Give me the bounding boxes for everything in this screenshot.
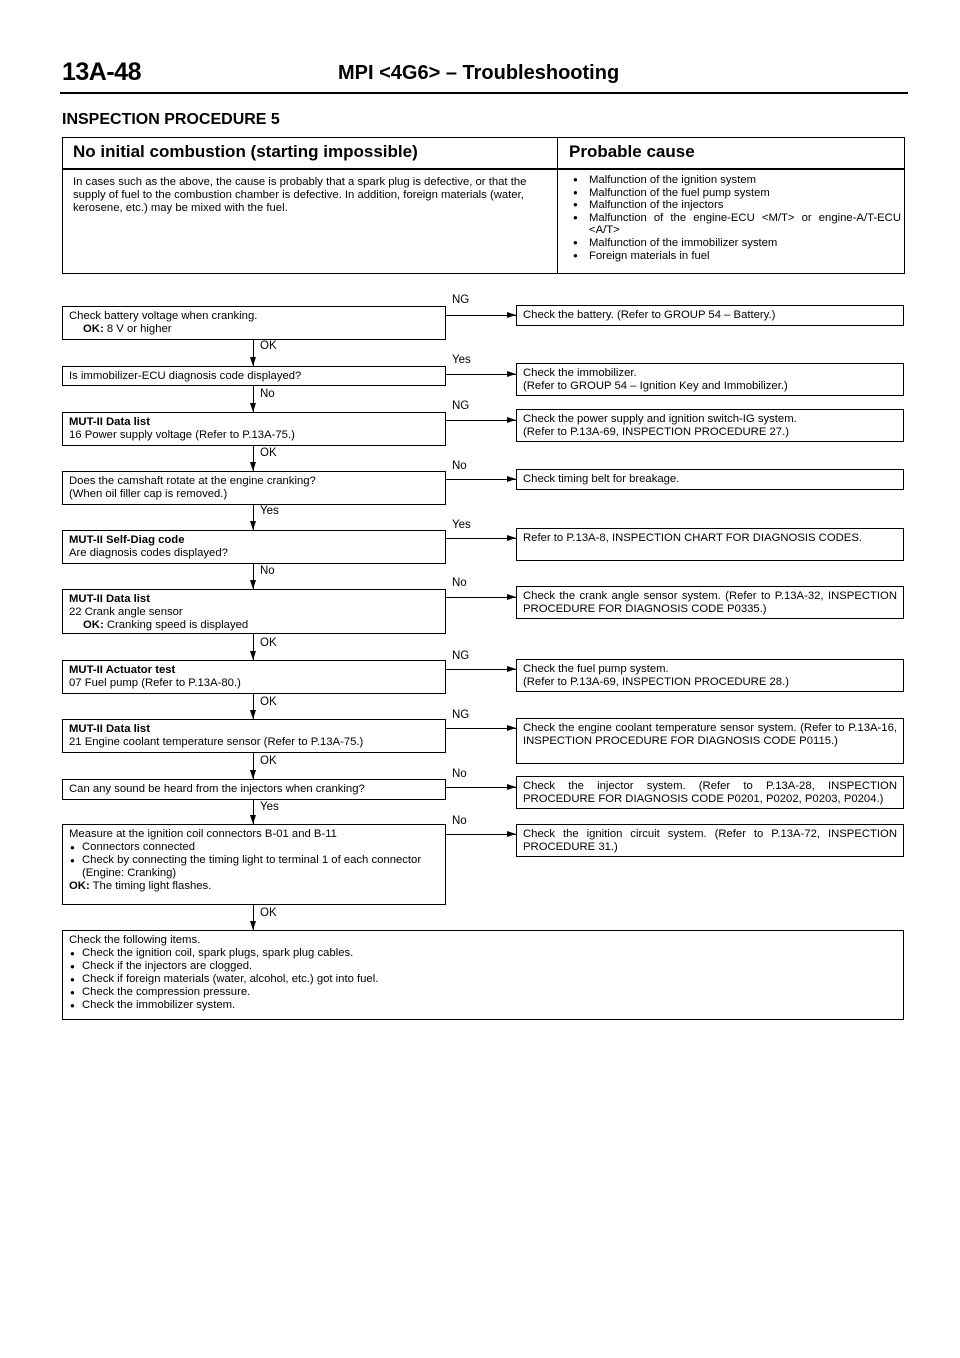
step-10-ok: The timing light flashes. bbox=[92, 880, 212, 892]
step-3-arrow bbox=[446, 420, 516, 421]
step-3-title: MUT-II Data list bbox=[69, 416, 150, 428]
step-7-result-line2: (Refer to P.13A-69, INSPECTION PROCEDURE 28.) bbox=[523, 676, 789, 688]
step-7-result bbox=[516, 659, 904, 692]
step-7-result-line1: Check the fuel pump system. bbox=[523, 663, 669, 675]
step-3-result-line2: (Refer to P.13A-69, INSPECTION PROCEDURE 27.) bbox=[523, 426, 789, 438]
step-2-down-arrow bbox=[253, 386, 254, 412]
step-8-title: MUT-II Data list bbox=[69, 723, 150, 735]
step-9-arrow bbox=[446, 787, 516, 788]
step-1-ok: 8 V or higher bbox=[106, 323, 172, 335]
ok-label: OK: bbox=[69, 880, 90, 892]
step-4-box bbox=[62, 471, 446, 505]
step-8-arrow bbox=[446, 728, 516, 729]
step-5-result bbox=[516, 528, 904, 561]
step-10-bullets bbox=[69, 841, 439, 880]
step-4-down-arrow bbox=[253, 505, 254, 530]
final-check-box bbox=[62, 930, 904, 1020]
step-4-result-text: Check timing belt for breakage. bbox=[523, 473, 680, 485]
step-1-next-label: OK bbox=[260, 340, 277, 352]
step-1-arrow bbox=[446, 315, 516, 316]
ok-label: OK: bbox=[83, 619, 104, 631]
step-6-ok: Cranking speed is displayed bbox=[106, 619, 249, 631]
step-4-text-line1: Does the camshaft rotate at the engine cranking? bbox=[69, 475, 316, 487]
cause-item: ● Foreign materials in fuel bbox=[571, 250, 901, 263]
step-1-box bbox=[62, 306, 446, 340]
step-2-result bbox=[516, 363, 904, 396]
step-6-title: MUT-II Data list bbox=[69, 593, 150, 605]
step-4-arrow bbox=[446, 479, 516, 480]
step-10-branch-label: No bbox=[452, 815, 467, 827]
symptom-table bbox=[62, 137, 905, 274]
step-1-text: Check battery voltage when cranking. bbox=[69, 310, 258, 322]
step-6-down-arrow bbox=[253, 634, 254, 660]
step-7-box bbox=[62, 660, 446, 694]
step-7-next-label: OK bbox=[260, 696, 277, 708]
cause-item: ● Malfunction of the fuel pump system bbox=[571, 187, 901, 200]
step-10-bullet: ● Connectors connected bbox=[69, 841, 439, 854]
step-5-next-label: No bbox=[260, 565, 275, 577]
step-4-branch-label: No bbox=[452, 460, 467, 472]
step-1-result-text: Check the battery. (Refer to GROUP 54 – Battery.) bbox=[523, 309, 776, 321]
final-check-item: ● Check the immobilizer system. bbox=[69, 999, 897, 1012]
step-8-result bbox=[516, 718, 904, 764]
step-4-text-line2: (When oil filler cap is removed.) bbox=[69, 488, 228, 500]
step-1-result bbox=[516, 305, 904, 326]
step-10-arrow bbox=[446, 834, 516, 835]
step-2-result-line2: (Refer to GROUP 54 – Ignition Key and Immobilizer.) bbox=[523, 380, 788, 392]
final-check-item: ● Check the ignition coil, spark plugs, spark plug cables. bbox=[69, 947, 897, 960]
step-9-next-label: Yes bbox=[260, 801, 279, 813]
page-number: 13A-48 bbox=[62, 58, 141, 86]
step-3-down-arrow bbox=[253, 446, 254, 471]
step-3-result-line1: Check the power supply and ignition switch-IG system. bbox=[523, 413, 797, 425]
table-divider bbox=[557, 138, 558, 273]
cause-header: Probable cause bbox=[569, 142, 695, 161]
step-5-result-text: Refer to P.13A-8, INSPECTION CHART FOR DIAGNOSIS CODES. bbox=[523, 532, 862, 544]
step-2-next-label: No bbox=[260, 388, 275, 400]
step-4-result bbox=[516, 469, 904, 490]
step-8-result-text: Check the engine coolant temperature sensor system. (Refer to P.13A-16, INSPECTION PROCEDURE FOR DIAGNOSIS CODE P0115.) bbox=[523, 722, 897, 747]
step-5-title: MUT-II Self-Diag code bbox=[69, 534, 185, 546]
final-check-item: ● Check if the injectors are clogged. bbox=[69, 960, 897, 973]
step-8-down-arrow bbox=[253, 753, 254, 779]
step-5-box bbox=[62, 530, 446, 564]
cause-list bbox=[571, 174, 901, 262]
step-6-arrow bbox=[446, 597, 516, 598]
header-rule bbox=[60, 92, 908, 94]
cause-item: ● Malfunction of the ignition system bbox=[571, 174, 901, 187]
symptom-header: No initial combustion (starting impossible) bbox=[73, 142, 418, 161]
final-check-item: ● Check the compression pressure. bbox=[69, 986, 897, 999]
step-10-down-arrow bbox=[253, 905, 254, 930]
ok-label: OK: bbox=[83, 323, 104, 335]
step-10-result bbox=[516, 824, 904, 857]
page-title: MPI <4G6> – Troubleshooting bbox=[338, 62, 620, 84]
step-6-next-label: OK bbox=[260, 637, 277, 649]
step-3-next-label: OK bbox=[260, 447, 277, 459]
step-10-text: Measure at the ignition coil connectors B-01 and B-11 bbox=[69, 828, 337, 840]
step-9-down-arrow bbox=[253, 800, 254, 824]
step-10-result-text: Check the ignition circuit system. (Refer to P.13A-72, INSPECTION PROCEDURE 31.) bbox=[523, 828, 897, 853]
step-6-result bbox=[516, 586, 904, 619]
step-9-box bbox=[62, 779, 446, 800]
step-9-text: Can any sound be heard from the injectors when cranking? bbox=[69, 783, 365, 795]
step-2-box bbox=[62, 366, 446, 386]
step-8-box bbox=[62, 719, 446, 753]
step-5-down-arrow bbox=[253, 564, 254, 589]
step-8-next-label: OK bbox=[260, 755, 277, 767]
step-6-result-text: Check the crank angle sensor system. (Refer to P.13A-32, INSPECTION PROCEDURE FOR DIAGNOSIS CODE P0335.) bbox=[523, 590, 897, 615]
step-2-text: Is immobilizer-ECU diagnosis code displayed? bbox=[69, 370, 302, 382]
section-title: INSPECTION PROCEDURE 5 bbox=[62, 111, 280, 128]
symptom-description: In cases such as the above, the cause is probably that a spark plug is defective, or that the supply of fuel to the combustion chamber is defective. In addition, foreign materials (water, kerosene, etc.) may be mixed with the fuel. bbox=[73, 176, 527, 214]
step-5-text: Are diagnosis codes displayed? bbox=[69, 547, 228, 559]
step-7-title: MUT-II Actuator test bbox=[69, 664, 176, 676]
step-1-down-arrow bbox=[253, 340, 254, 366]
cause-item: ● Malfunction of the injectors bbox=[571, 199, 901, 212]
step-9-result bbox=[516, 776, 904, 809]
step-8-branch-label: NG bbox=[452, 709, 470, 721]
step-5-arrow bbox=[446, 538, 516, 539]
step-10-box bbox=[62, 824, 446, 905]
step-6-text: 22 Crank angle sensor bbox=[69, 606, 183, 618]
step-3-text: 16 Power supply voltage (Refer to P.13A-75.) bbox=[69, 429, 295, 441]
step-5-branch-label: Yes bbox=[452, 519, 471, 531]
step-8-text: 21 Engine coolant temperature sensor (Refer to P.13A-75.) bbox=[69, 736, 364, 748]
cause-item: ● Malfunction of the engine-ECU <M/T> or engine-A/T-ECU <A/T> bbox=[571, 212, 901, 237]
step-6-branch-label: No bbox=[452, 577, 467, 589]
step-4-next-label: Yes bbox=[260, 505, 279, 517]
final-check-item: ● Check if foreign materials (water, alcohol, etc.) got into fuel. bbox=[69, 973, 897, 986]
step-9-result-text: Check the injector system. (Refer to P.13A-28, INSPECTION PROCEDURE FOR DIAGNOSIS CODE P0201, P0202, P0203, P0204.) bbox=[523, 780, 897, 805]
step-2-result-line1: Check the immobilizer. bbox=[523, 367, 637, 379]
step-2-branch-label: Yes bbox=[452, 354, 471, 366]
step-6-box bbox=[62, 589, 446, 634]
step-2-arrow bbox=[446, 374, 516, 375]
final-check-list bbox=[69, 947, 897, 1012]
step-7-arrow bbox=[446, 669, 516, 670]
step-7-down-arrow bbox=[253, 694, 254, 719]
final-check-title: Check the following items. bbox=[69, 934, 201, 946]
step-1-branch-label: NG bbox=[452, 294, 470, 306]
step-3-result bbox=[516, 409, 904, 442]
step-10-next-label: OK bbox=[260, 907, 277, 919]
step-3-branch-label: NG bbox=[452, 400, 470, 412]
step-3-box bbox=[62, 412, 446, 446]
cause-item: ● Malfunction of the immobilizer system bbox=[571, 237, 901, 250]
step-7-text: 07 Fuel pump (Refer to P.13A-80.) bbox=[69, 677, 241, 689]
step-7-branch-label: NG bbox=[452, 650, 470, 662]
step-9-branch-label: No bbox=[452, 768, 467, 780]
step-10-bullet: ● Check by connecting the timing light to terminal 1 of each connector (Engine: Cranking) bbox=[69, 854, 439, 880]
